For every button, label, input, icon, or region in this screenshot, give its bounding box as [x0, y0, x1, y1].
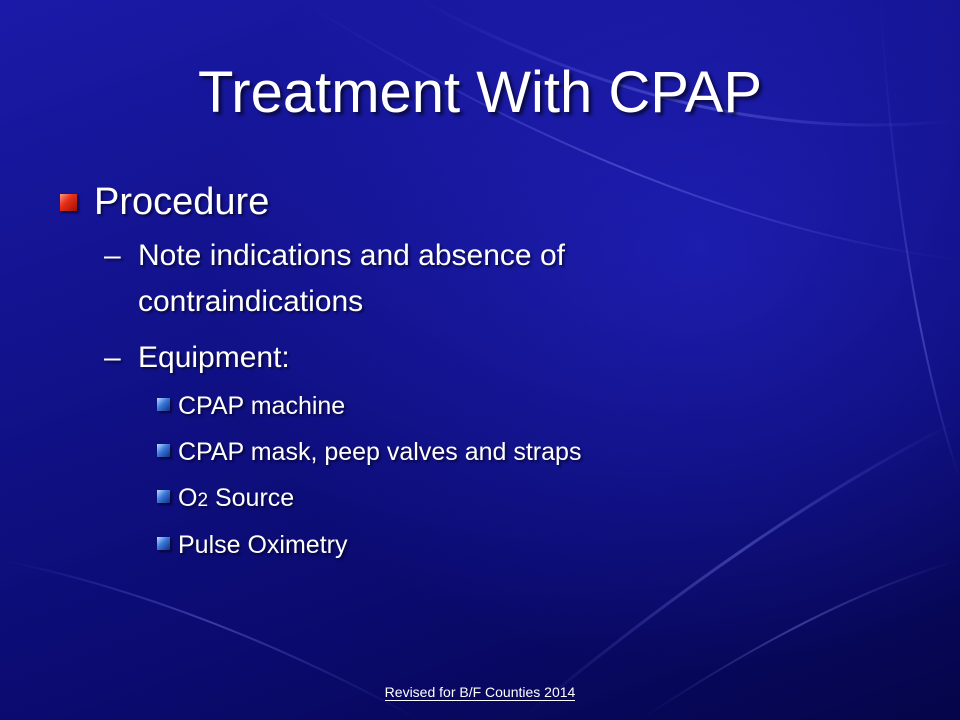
blue-square-bullet-icon: [157, 444, 170, 457]
red-square-bullet-icon: [60, 194, 77, 211]
o2-subscript: 2: [197, 490, 209, 511]
subbullet-indications-line1: Note indications and absence of: [138, 239, 565, 272]
dash-bullet: –: [104, 239, 121, 272]
dash-bullet: –: [104, 341, 121, 374]
o2-suffix: Source: [208, 484, 295, 512]
slide-title: Treatment With CPAP: [197, 60, 763, 125]
equipment-item-pulse-oximetry: Pulse Oximetry: [178, 531, 348, 559]
subbullet-equipment: Equipment:: [138, 341, 290, 374]
blue-square-bullet-icon: [157, 537, 170, 550]
slide-footer: [0, 683, 960, 701]
blue-square-bullet-icon: [157, 490, 170, 503]
o2-prefix: O: [178, 484, 198, 512]
equipment-item-cpap-mask: CPAP mask, peep valves and straps: [178, 438, 582, 466]
bullet-procedure: Procedure: [94, 181, 270, 223]
equipment-item-o2-source: [178, 483, 294, 516]
blue-square-bullet-icon: [157, 398, 170, 411]
footer-text: Revised for B/F Counties 2014: [384, 684, 576, 700]
equipment-item-cpap-machine: CPAP machine: [178, 392, 346, 420]
subbullet-indications-line2: contraindications: [138, 285, 364, 318]
